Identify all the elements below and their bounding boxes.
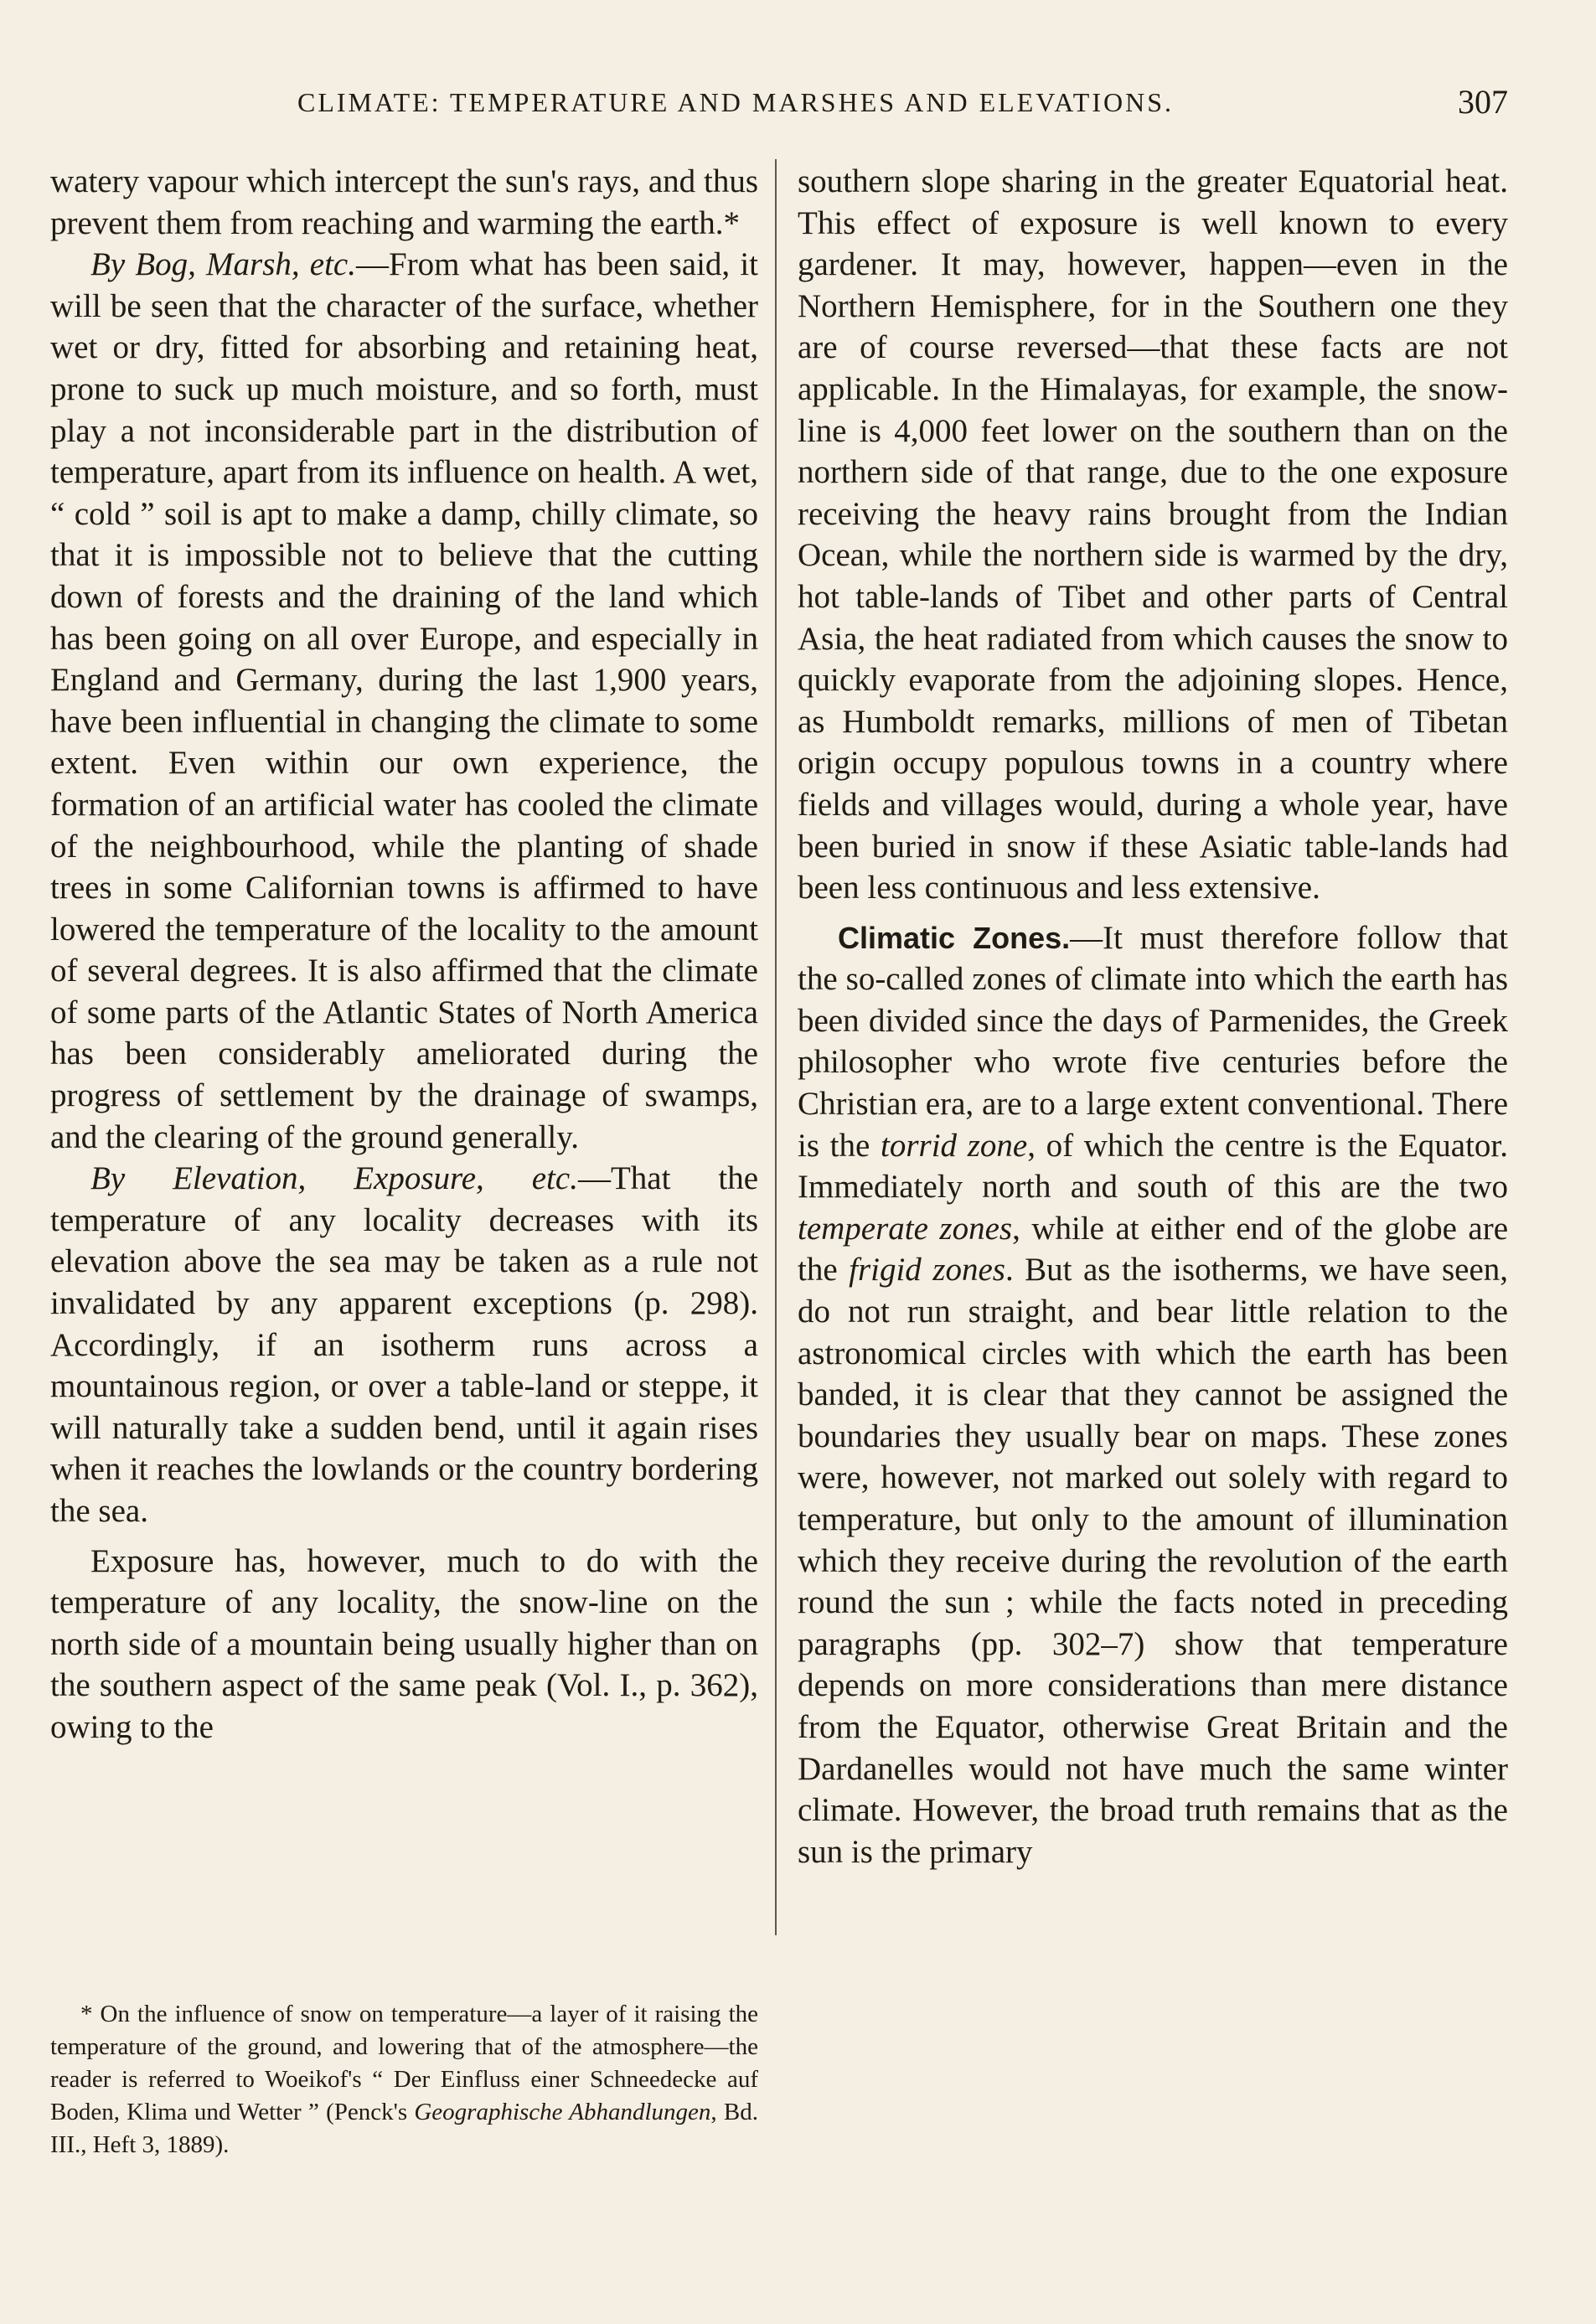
paragraph-bog-marsh bbox=[50, 244, 758, 1158]
paragraph-vapour: watery vapour which intercept the sun's rays, and thus prevent them from reaching and warming the earth.* bbox=[50, 163, 758, 241]
paragraph-southern-slope: southern slope sharing in the greater Equatorial heat. This effect of exposure is well known to every gardener. It may, however, happen—even in the Northern Hemisphere, for in the Southern one they are of course reversed—that these facts are not applicable. In the Himalayas, for example, the snow-line is 4,000 feet lower on the southern than on the northern side of that range, due to the one exposure receiving the heavy rains brought from the Indian Ocean, while the northern side is warmed by the dry, hot table-lands of Tibet and other parts of Central Asia, the heat radiated from which causes the snow to quickly evaporate from the adjoining slopes. Hence, as Humboldt remarks, millions of men of Tibetan origin occupy populous towns in a country where fields and villages would, during a whole year, have been buried in snow if these Asiatic table-lands had been less continuous and less extensive. bbox=[798, 163, 1508, 906]
subhead-climatic-zones: Climatic Zones. bbox=[838, 920, 1071, 955]
left-column bbox=[50, 161, 758, 1748]
page-number: 307 bbox=[1458, 83, 1508, 121]
term-frigid-zones: frigid zones bbox=[849, 1252, 1005, 1289]
paragraph-elevation-text: —That the temperature of any locality decreases with its elevation above the sea may be taken as a rule not invalidated by any apparent exceptions (p. 298). Accordingly, if an isotherm runs across a mountainous region, or over a table-land or steppe, it will naturally take a sudden bend, until it again rises when it reaches the lowlands or the country bordering the sea. bbox=[50, 1160, 759, 1529]
term-torrid-zone: torrid zone bbox=[881, 1127, 1028, 1164]
footnote-italic-title: Geographische Abhandlungen bbox=[414, 2099, 711, 2125]
term-temperate-zones: temperate zones bbox=[798, 1210, 1013, 1247]
paragraph-bog-marsh-text: —From what has been said, it will be seen that the character of the surface, whether wet or dry, fitted for absorbing and retaining heat, prone to suck up much moisture, and so forth, must play a not inconsiderable part in the distribution of temperature, apart from its influence on health. A wet, “ cold ” soil is apt to make a damp, chilly climate, so that it is impossible not to believe that the cutting down of forests and the draining of the land which has been going on all over Europe, and especially in England and Germany, during the last 1,900 years, have been influential in changing the climate to some extent. Even within our own experience, the formation of an artificial water has cooled the climate of the neighbourhood, while the planting of shade trees in some Californian towns is affirmed to have lowered the temperature of the locality to the amount of several degrees. It is also affirmed that the climate of some parts of the Atlantic States of North America has been considerably ameliorated during the progress of settlement by the drainage of swamps, and the clearing of the ground generally. bbox=[50, 246, 758, 1155]
column-rule bbox=[775, 159, 777, 1935]
zones-text-b: , of which the centre is the Equator. Immediately north and south of this are the two bbox=[798, 1127, 1508, 1206]
paragraph-elevation bbox=[50, 1158, 758, 1531]
paragraph-climatic-zones bbox=[798, 917, 1508, 1873]
subhead-elevation: By Elevation, Exposure, etc. bbox=[90, 1160, 578, 1197]
footnote-text-a: * On the influence of snow on temperature—a layer of it raising the temperature of the ground, and lowering that of the atmosphere—the reader is referred to Woeikof's “ Der Einfluss einer Schneedecke auf Boden, Klima und Wetter ” (Penck's bbox=[50, 2001, 758, 2125]
subhead-bog-marsh: By Bog, Marsh, etc. bbox=[90, 246, 356, 283]
right-column bbox=[798, 161, 1508, 1872]
paragraph-exposure: Exposure has, however, much to do with the temperature of any locality, the snow-line on the north side of a mountain being usually higher than on the southern aspect of the same peak (Vol. I., p. 362), owing to the bbox=[50, 1542, 758, 1745]
zones-text-c: , while at either end of the globe are the bbox=[798, 1210, 1508, 1289]
running-title: CLIMATE: TEMPERATURE AND MARSHES AND ELEVATIONS. bbox=[297, 87, 1174, 117]
zones-text-a: —It must therefore follow that the so-called zones of climate into which the earth has been divided since the days of Parmenides, the Greek philosopher who wrote five centuries before the Christian era, are to a large extent conventional. There is the bbox=[798, 919, 1508, 1164]
footnote-text bbox=[50, 1998, 758, 2161]
footnote bbox=[50, 1998, 758, 2161]
zones-text-d: . But as the isotherms, we have seen, do not run straight, and bear little relation to the astronomical circles with which the earth has been banded, it is clear that they cannot be assigned the boundaries they usually bear on maps. These zones were, however, not marked out solely with regard to temperature, but only to the amount of illumination which they receive during the revolution of the earth round the sun ; while the facts noted in preceding paragraphs (pp. 302–7) show that temperature depends on more considerations than mere distance from the Equator, otherwise Great Britain and the Dardanelles would not have much the same winter climate. However, the broad truth remains that as the sun is the primary bbox=[798, 1252, 1509, 1870]
running-header bbox=[297, 82, 1508, 124]
footnote-text-b: , Bd. III., Heft 3, 1889). bbox=[50, 2099, 759, 2158]
